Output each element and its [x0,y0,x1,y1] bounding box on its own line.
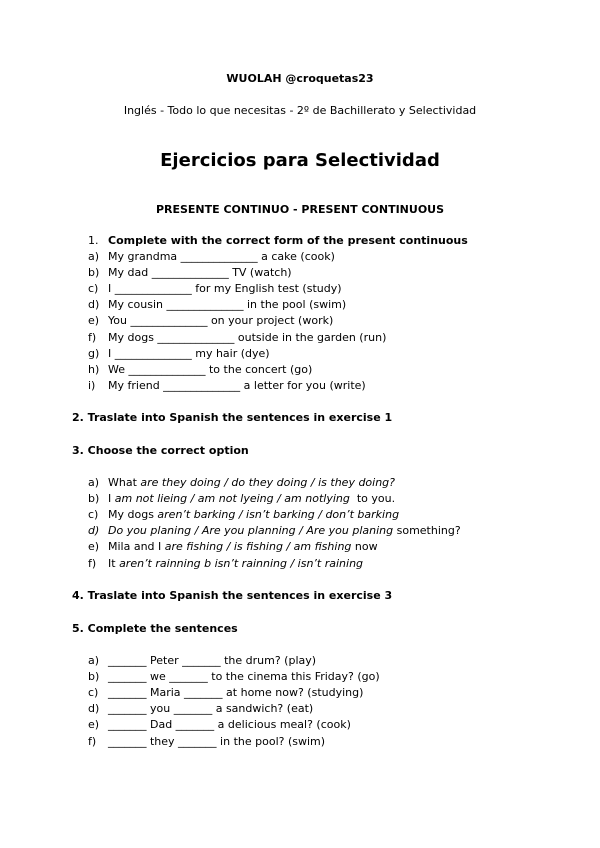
item-text: _______ they _______ in the pool? (swim) [108,734,326,748]
item-text [108,492,395,505]
subtitle: Inglés - Todo lo que necesitas - 2º de Bachillerato y Selectividad [123,104,477,117]
item-label: c) [88,686,99,700]
item-label: b) [88,670,100,684]
item-text: I ______________ my hair (dye) [108,346,270,360]
item-label: e) [88,540,100,554]
exercise-1-number: 1. [88,234,99,247]
item-label: d) [88,298,100,312]
item-text [108,476,395,489]
item-text: My cousin ______________ in the pool (swim) [108,298,347,312]
exercise-1-heading [88,234,468,247]
item-label: f) [88,734,97,748]
item-label: b) [88,492,100,506]
item-text [108,524,461,537]
item-text: _______ Peter _______ the drum? (play) [108,654,317,667]
section-title: PRESENTE CONTINUO - PRESENT CONTINUOUS [155,203,445,216]
item-options: aren’t barking / isn’t barking / don’t barking [157,508,400,522]
item-text [108,508,399,521]
item-label: f) [88,330,97,344]
item-text: We ______________ to the concert (go) [108,362,313,376]
exercise-3-heading: 3. Choose the correct option [72,444,249,457]
page-title: Ejercicios para Selectividad [160,150,440,171]
item-text: _______ you _______ a sandwich? (eat) [108,702,314,716]
item-label: a) [88,654,100,667]
item-text: You ______________ on your project (work) [108,314,334,328]
item-text: My dad ______________ TV (watch) [108,266,292,280]
item-options: are fishing / is fishing / am fishing [164,540,352,554]
item-options: aren’t rainning b isn’t rainning / isn’t raining [119,556,364,570]
item-text: My dogs ______________ outside in the garden (run) [108,330,387,344]
item-prefix: I [108,492,115,506]
item-text: _______ Dad _______ a delicious meal? (cook) [108,718,351,732]
item-text: _______ we _______ to the cinema this Friday? (go) [108,670,380,684]
item-label: a) [88,476,100,489]
item-text [108,557,363,570]
item-text: My friend ______________ a letter for you (write) [108,378,366,392]
item-prefix: My dogs [108,508,158,522]
item-text: _______ Maria _______ at home now? (studying) [108,686,364,700]
item-label: c) [88,282,99,296]
item-prefix: Mila and I [108,540,165,554]
item-prefix: It [108,556,120,570]
exercise-1-heading-text: Complete with the correct form of the present continuous [108,234,468,247]
item-label: h) [88,362,100,376]
item-label: f) [88,556,97,570]
item-prefix: What [108,476,141,489]
item-label: d) [88,702,100,716]
brand-header: WUOLAH @croquetas23 [226,72,374,85]
item-text: My grandma ______________ a cake (cook) [108,250,335,263]
item-label: a) [88,250,100,263]
item-suffix: to you. [349,492,396,506]
item-text: I ______________ for my English test (study) [108,282,342,296]
item-options: am not lieing / am not lyeing / am notlying [114,492,350,506]
item-text [108,540,378,553]
item-label: c) [88,508,99,522]
item-label: g) [88,346,100,360]
item-options: Do you planing / Are you planning / Are you planing [108,524,397,538]
item-label: e) [88,314,100,328]
item-label: d) [88,524,100,538]
item-suffix: something? [396,524,461,538]
item-label: e) [88,718,100,732]
exercise-4-heading: 4. Traslate into Spanish the sentences in exercise 3 [72,589,393,602]
item-options: are they doing / do they doing / is they doing? [140,476,396,489]
item-label: b) [88,266,100,280]
item-label: i) [88,378,96,392]
item-suffix: now [351,540,378,554]
exercise-5-heading: 5. Complete the sentences [72,622,238,635]
exercise-2-heading: 2. Traslate into Spanish the sentences in exercise 1 [72,411,393,424]
